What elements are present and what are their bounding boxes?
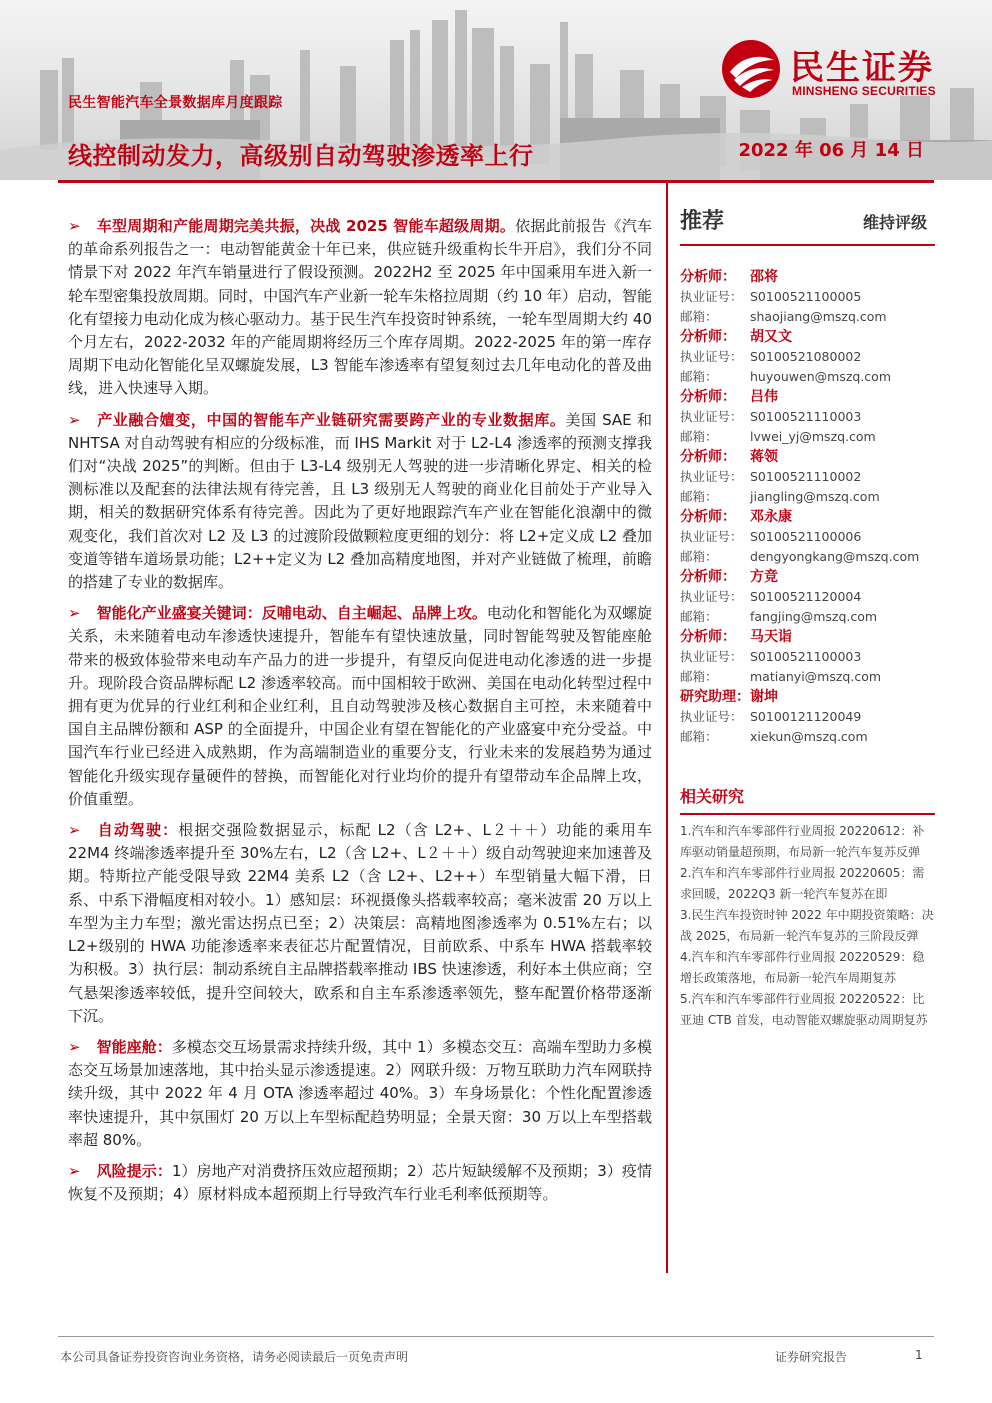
paragraph-risk	[68, 1160, 652, 1206]
analyst-name: 谢坤	[750, 689, 778, 705]
analyst-name: 马天诣	[750, 629, 792, 645]
paragraph-keywords	[68, 602, 652, 811]
header-banner	[0, 0, 992, 180]
related-research-list	[680, 821, 935, 1031]
column-divider	[666, 183, 668, 1273]
paragraph-autonomous	[68, 819, 652, 1028]
paragraph-text: 电动化和智能化为双螺旋关系，未来随着电动车渗透快速提升，智能车有望快速放量，同时智能驾驶及智能座舱带来的极致体验带来电动车产品力的进一步提升，有望反向促进电动化渗透的进一步提升。现阶段合资品牌标配 L2 渗透率较高。而中国相较于欧洲、美国在电动化转型过程中拥有更为优异的行业红利和企业红利，且自动驾驶涉及核心数据自主可控，未来随着中国自主品牌份额和 ASP 的全面提升，中国企业有望在智能化的产业盛宴中充分受益。中国汽车行业已经进入成熟期，作为高端制造业的重要分支，行业未来的发展趋势为通过智能化升级实现存量硬件的替换，而智能化对行业均价的提升有望带动车企品牌上攻，价值重塑。	[68, 604, 652, 808]
paragraph-highlight: 车型周期和产能周期完美共振，决战 2025 智能车超级周期。	[96, 217, 516, 235]
bullet-arrow-icon: ➢	[68, 821, 81, 840]
bullet-arrow-icon: ➢	[68, 1037, 81, 1056]
analyst-email[interactable]: huyouwen@mszq.com	[750, 368, 892, 384]
cert-number: S0100121120049	[750, 708, 862, 724]
report-date: 2022 年 06 月 14 日	[738, 140, 924, 161]
cert-label: 执业证号：	[680, 469, 743, 484]
analyst-email[interactable]: shaojiang@mszq.com	[750, 308, 887, 324]
cert-number: S0100521110003	[750, 408, 862, 424]
analyst-role: 分析师：	[680, 509, 736, 525]
analyst-email[interactable]: jiangling@mszq.com	[750, 488, 880, 504]
analyst-name: 胡又文	[750, 329, 792, 345]
minsheng-logo	[720, 36, 970, 106]
analyst-role: 研究助理：	[680, 689, 750, 705]
analyst-role: 分析师：	[680, 329, 736, 345]
logo-name-cn: 民生证券	[790, 48, 934, 88]
analyst-role: 分析师：	[680, 389, 736, 405]
minsheng-emblem-icon	[720, 38, 782, 100]
analyst-role: 分析师：	[680, 569, 736, 585]
paragraph-highlight: 产业融合嬗变，中国的智能车产业链研究需要跨产业的专业数据库。	[96, 410, 566, 429]
analyst-entry	[680, 266, 935, 326]
cert-label: 执业证号：	[680, 589, 743, 604]
analyst-role: 分析师：	[680, 629, 736, 645]
rating-sub-label: 维持评级	[862, 213, 927, 232]
rating-box	[680, 200, 935, 246]
paragraph-highlight: 智能座舱：	[96, 1037, 172, 1056]
footer-disclaimer: 本公司具备证券投资咨询业务资格，请务必阅读最后一页免责声明	[60, 1350, 409, 1364]
mail-label: 邮箱：	[680, 429, 718, 444]
analyst-entry	[680, 386, 935, 446]
related-item[interactable]: 2.汽车和汽车零部件行业周报 20220605：需求回暖，2022Q3 新一轮汽车复苏在即	[680, 866, 925, 901]
cert-number: S0100521120004	[750, 588, 862, 604]
cert-label: 执业证号：	[680, 349, 743, 364]
paragraph-cycle	[68, 215, 652, 401]
analyst-name: 蒋领	[750, 449, 778, 465]
bullet-arrow-icon: ➢	[68, 604, 81, 623]
analyst-list	[680, 266, 935, 746]
analyst-entry	[680, 686, 935, 746]
analyst-entry	[680, 446, 935, 506]
paragraph-highlight: 自动驾驶：	[96, 821, 179, 840]
analyst-role: 分析师：	[680, 449, 736, 465]
related-item[interactable]: 1.汽车和汽车零部件行业周报 20220612：补库驱动销量超预期，布局新一轮汽车复苏反弹	[680, 824, 925, 859]
cert-label: 执业证号：	[680, 289, 743, 304]
sidebar	[680, 200, 935, 1031]
cert-label: 执业证号：	[680, 649, 743, 664]
bullet-arrow-icon: ➢	[68, 217, 81, 235]
cert-number: S0100521100003	[750, 648, 862, 664]
analyst-entry	[680, 566, 935, 626]
cert-label: 执业证号：	[680, 709, 743, 724]
report-series: 民生智能汽车全景数据库月度跟踪	[68, 95, 283, 111]
analyst-entry	[680, 506, 935, 566]
bullet-arrow-icon: ➢	[68, 1161, 81, 1180]
footer-divider	[58, 1336, 934, 1337]
analyst-entry	[680, 326, 935, 386]
cert-label: 执业证号：	[680, 529, 743, 544]
paragraph-cockpit	[68, 1036, 652, 1152]
header-divider	[58, 180, 934, 183]
page-number: 1	[915, 1348, 923, 1362]
rating-label: 推荐	[680, 209, 725, 234]
analyst-email[interactable]: lvwei_yj@mszq.com	[750, 428, 876, 444]
analyst-name: 吕伟	[750, 389, 778, 405]
mail-label: 邮箱：	[680, 549, 718, 564]
related-item[interactable]: 4.汽车和汽车零部件行业周报 20220529：稳增长政策落地，布局新一轮汽车周期复苏	[680, 950, 925, 985]
paragraph-text: 1）房地产对消费挤压效应超预期；2）芯片短缺缓解不及预期；3）疫情恢复不及预期；4）原材料成本超预期上行导致汽车行业毛利率低预期等。	[68, 1161, 652, 1204]
related-item[interactable]: 5.汽车和汽车零部件行业周报 20220522：比亚迪 CTB 首发，电动智能双螺旋驱动周期复苏	[680, 992, 928, 1027]
mail-label: 邮箱：	[680, 489, 718, 504]
paragraph-text: 多模态交互场景需求持续升级，其中 1）多模态交互：高端车型助力多模态交互场景加速落地，其中抬头显示渗透提速。2）网联升级：万物互联助力汽车网联持续升级，其中 2022 年 4 月 OTA 渗透率超过 40%。3）车身场景化：个性化配置渗透率快速提升，其中氛围灯 20 万以上车型标配趋势明显；全景天窗：30 万以上车型搭载率超 80%。	[68, 1037, 652, 1149]
mail-label: 邮箱：	[680, 309, 718, 324]
analyst-role: 分析师：	[680, 269, 736, 285]
cert-number: S0100521110002	[750, 468, 862, 484]
analyst-entry	[680, 626, 935, 686]
bullet-arrow-icon: ➢	[68, 410, 81, 429]
cert-number: S0100521100006	[750, 528, 862, 544]
paragraph-text: 依据此前报告《汽车的革命系列报告之一：电动智能黄金十年已来，供应链升级重构长牛开启》，我们分不同情景下对 2022 年汽车销量进行了假设预测。2022H2 至 2025 年中国乘用车进入新一轮车型密集投放周期。同时，中国汽车产业新一轮车朱格拉周期（约 10 年）启动，智能化有望接力电动化成为核心驱动力。基于民生汽车投资时钟系统，一轮车型周期大约 40 个月左右，2022-2032 年的产能周期将经历三个库存周期。2022-2025 年的第一库存周期下电动化智能化呈双螺旋发展，L3 智能车渗透率有望复刻过去几年电动化的普及曲线，进入快速导入期。	[68, 217, 652, 398]
analyst-name: 方竞	[750, 569, 778, 585]
mail-label: 邮箱：	[680, 609, 718, 624]
analyst-name: 邓永康	[750, 509, 792, 525]
related-item[interactable]: 3.民生汽车投资时钟 2022 年中期投资策略：决战 2025，布局新一轮汽车复苏的三阶段反弹	[680, 908, 934, 943]
analyst-email[interactable]: fangjing@mszq.com	[750, 608, 878, 624]
paragraph-industry	[68, 409, 652, 595]
cert-label: 执业证号：	[680, 409, 743, 424]
paragraph-text: 根据交强险数据显示，标配 L2（含 L2+、L２＋＋）功能的乘用车 22M4 终端渗透率提升至 30%左右，L2（含 L2+、L２＋＋）级自动驾驶迎来加速普及期。特斯拉产能受限导致 22M4 美系 L2（含 L2+、L2++）车型销量大幅下滑，日系、中系下滑幅度相对较小。1）感知层：环视摄像头搭载率较高；毫米波雷 20 万以上车型为主力车型；激光雷达拐点已至；2）决策层：高精地图渗透率为 0.51%左右；以 L2+级别的 HWA 功能渗透率来表征芯片配置情况，目前欧系、中系车 HWA 搭载率较为积极。3）执行层：制动系统自主品牌搭载率推动 IBS 快速渗透，利好本土供应商；空气悬架渗透率较低，提升空间较大，欧系和自主车系渗透率领先，整车配置价格带逐渐下沉。	[68, 821, 652, 1025]
cert-number: S0100521080002	[750, 348, 862, 364]
logo-name-en: MINSHENG SECURITIES	[792, 84, 936, 98]
mail-label: 邮箱：	[680, 669, 718, 684]
analyst-email[interactable]: matianyi@mszq.com	[750, 668, 882, 684]
mail-label: 邮箱：	[680, 729, 718, 744]
paragraph-highlight: 智能化产业盛宴关键词：反哺电动、自主崛起、品牌上攻。	[96, 604, 487, 623]
analyst-name: 邵将	[750, 269, 778, 285]
footer-report-type: 证券研究报告	[775, 1350, 848, 1364]
mail-label: 邮箱：	[680, 369, 718, 384]
main-content	[68, 215, 652, 1214]
analyst-email[interactable]: xiekun@mszq.com	[750, 728, 868, 744]
report-title: 线控制动发力，高级别自动驾驶渗透率上行	[68, 142, 534, 170]
analyst-email[interactable]: dengyongkang@mszq.com	[750, 548, 920, 564]
cert-number: S0100521100005	[750, 288, 862, 304]
paragraph-highlight: 风险提示：	[96, 1161, 172, 1180]
related-research-heading: 相关研究	[680, 784, 935, 815]
paragraph-text: 美国 SAE 和 NHTSA 对自动驾驶有相应的分级标准，而 IHS Markit 对于 L2-L4 渗透率的预测支撑我们对“决战 2025”的判断。但由于 L3-L4 级别无人驾驶的进一步清晰化界定、相关的检测标准以及配套的法律法规有待完善，且 L3 级别无人驾驶的商业化目前处于产业导入期，相关的数据研究体系有待完善。因此为了更好地跟踪汽车产业在智能化浪潮中的微观变化，我们首次对 L2 及 L3 的过渡阶段做颗粒度更细的划分：将 L2+定义成 L2 叠加变道等错车道场景功能；L2++定义为 L2 叠加高精度地图，并对产业链做了梳理，前瞻的搭建了专业的数据库。	[68, 410, 652, 592]
